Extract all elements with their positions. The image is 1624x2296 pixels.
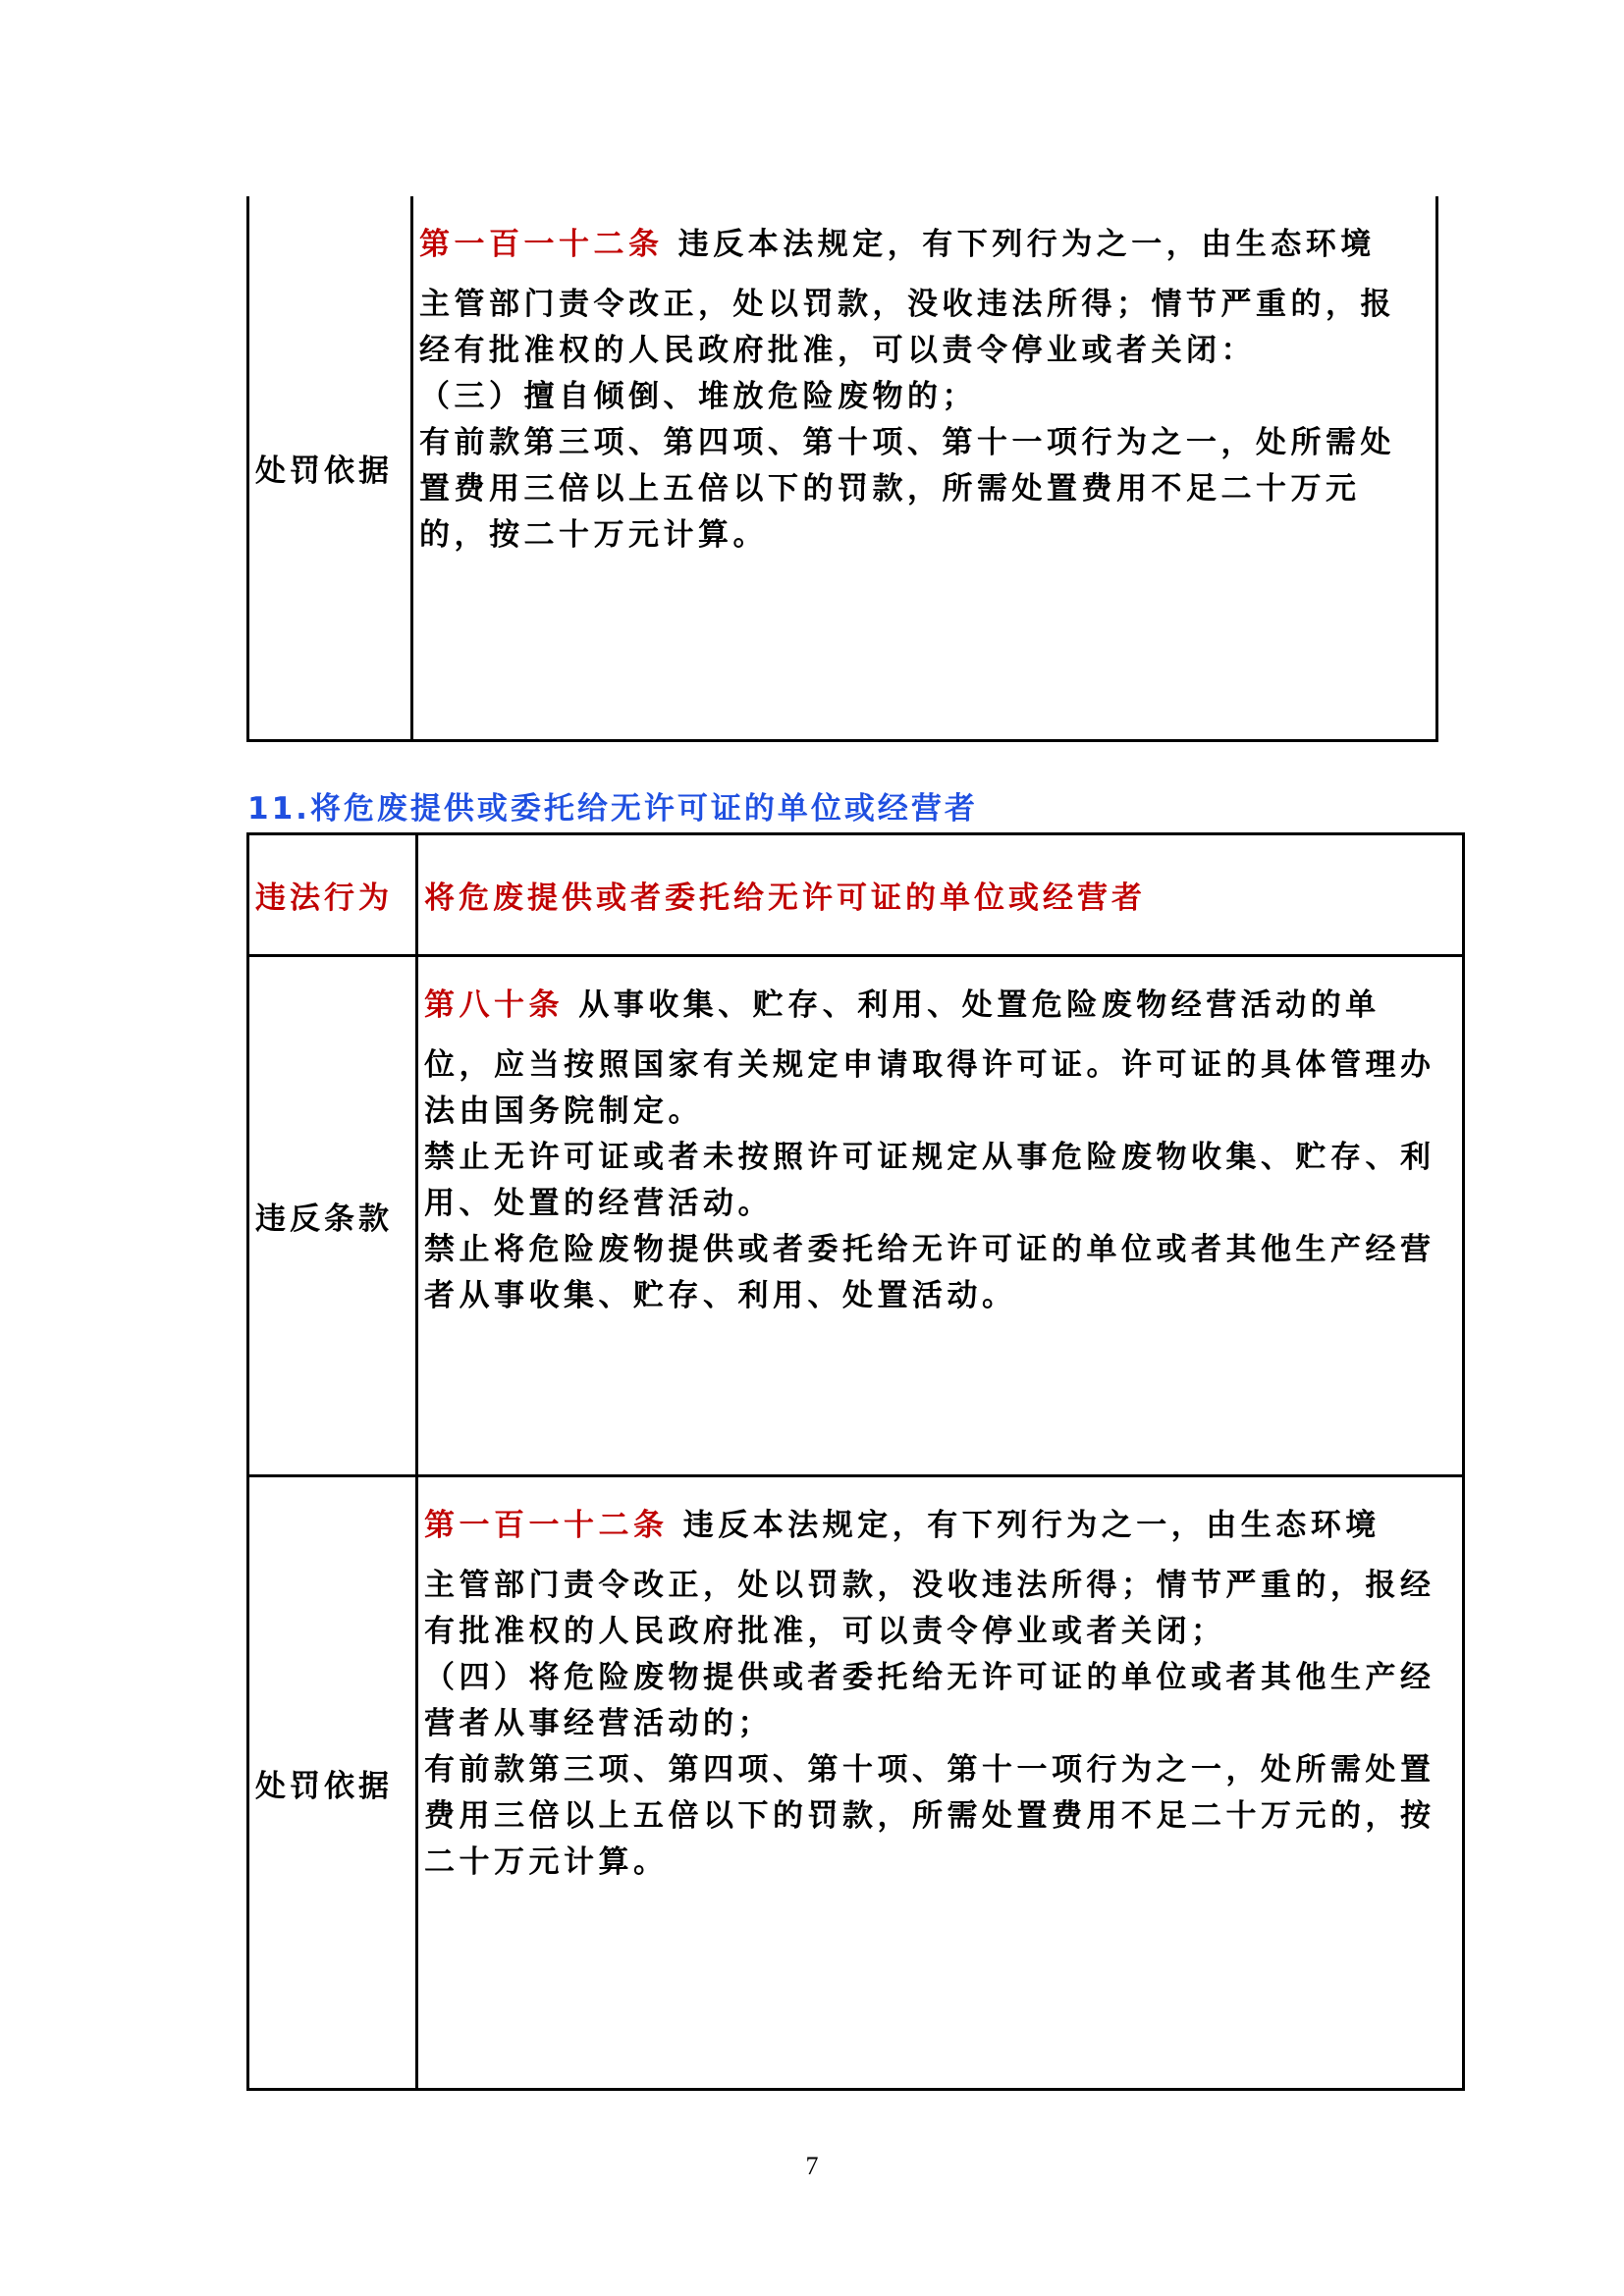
article-first-line: 第一百一十二条 违反本法规定，有下列行为之一，由生态环境 bbox=[424, 1508, 1380, 1543]
article-paragraph: （四）将危险废物提供或者委托给无许可证的单位或者其他生产经营者从事经营活动的； bbox=[424, 1660, 1435, 1741]
illegal-behavior-content bbox=[417, 834, 1464, 956]
article-number: 第八十条 bbox=[424, 988, 564, 1023]
row-label-penalty-basis: 处罚依据 bbox=[248, 196, 412, 741]
penalty-basis-content bbox=[417, 1476, 1464, 2090]
article-number: 第一百一十二条 bbox=[424, 1508, 669, 1543]
article-first-line: 第八十条 从事收集、贮存、利用、处置危险废物经营活动的单 bbox=[424, 988, 1380, 1023]
row-label-violated-clause: 违反条款 bbox=[248, 956, 417, 1476]
violation-table bbox=[246, 832, 1465, 2091]
page-number: 7 bbox=[805, 2152, 819, 2180]
article-paragraph: 禁止将危险废物提供或者委托给无许可证的单位或者其他生产经营者从事收集、贮存、利用、处置活动。 bbox=[424, 1232, 1435, 1313]
penalty-basis-content bbox=[412, 196, 1437, 741]
article-paragraph: 有前款第三项、第四项、第十项、第十一项行为之一，处所需处置费用三倍以上五倍以下的罚款，所需处置费用不足二十万元的，按二十万元计算。 bbox=[424, 1752, 1435, 1880]
article-paragraph: （三）擅自倾倒、堆放危险废物的； bbox=[419, 379, 977, 414]
row-label-penalty-basis: 处罚依据 bbox=[248, 1476, 417, 2090]
penalty-basis-table-continued bbox=[246, 196, 1438, 742]
article-paragraph: 主管部门责令改正，处以罚款，没收违法所得；情节严重的，报经有批准权的人民政府批准，可以责令停业或者关闭： bbox=[419, 287, 1395, 368]
article-number: 第一百一十二条 bbox=[419, 227, 664, 262]
article-paragraph: 有前款第三项、第四项、第十项、第十一项行为之一，处所需处置费用三倍以上五倍以下的罚款，所需处置费用不足二十万元的，按二十万元计算。 bbox=[419, 425, 1395, 553]
article-paragraph: 位，应当按照国家有关规定申请取得许可证。许可证的具体管理办法由国务院制定。 bbox=[424, 1047, 1435, 1129]
article-paragraph: 主管部门责令改正，处以罚款，没收违法所得；情节严重的，报经有批准权的人民政府批准，可以责令停业或者关闭； bbox=[424, 1568, 1435, 1649]
section-heading: 11.将危废提供或委托给无许可证的单位或经营者 bbox=[247, 791, 978, 827]
article-paragraph: 禁止无许可证或者未按照许可证规定从事危险废物收集、贮存、利用、处置的经营活动。 bbox=[424, 1140, 1435, 1221]
article-first-line: 第一百一十二条 违反本法规定，有下列行为之一，由生态环境 bbox=[419, 227, 1376, 262]
row-label-illegal-behavior: 违法行为 bbox=[248, 834, 417, 956]
violated-clause-content bbox=[417, 956, 1464, 1476]
illegal-behavior-text: 将危废提供或者委托给无许可证的单位或经营者 bbox=[424, 881, 1146, 916]
